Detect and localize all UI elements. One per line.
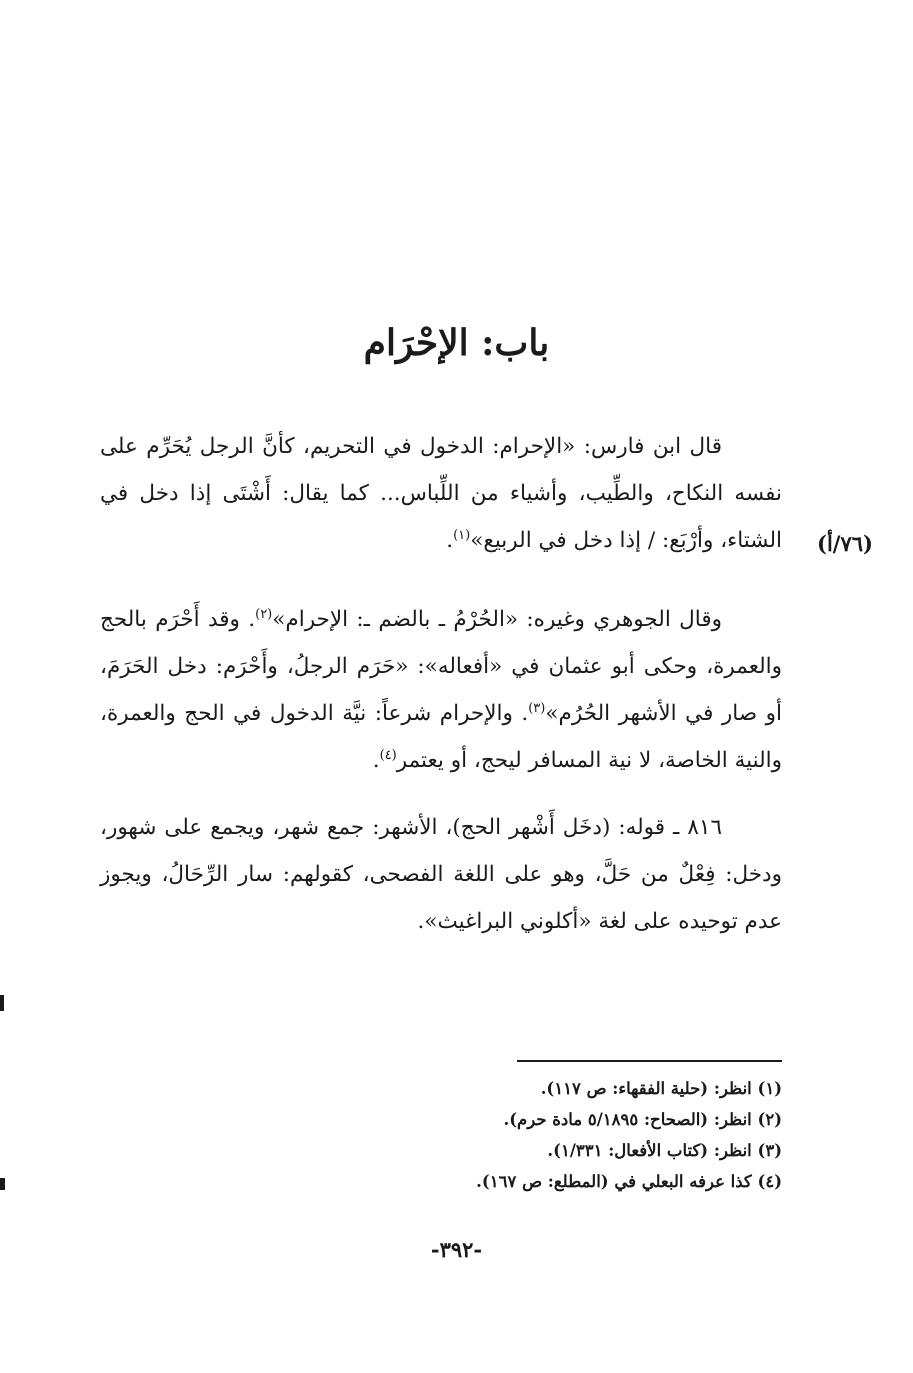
paragraph-816 <box>100 804 782 945</box>
paragraph-text: قال ابن فارس: «الإحرام: الدخول في التحريم، كأنَّ الرجل يُحَرِّم على نفسه النكاح، والطِّيب، وأشياء من اللِّباس... كما يقال: أَشْتَى إذا دخل في الشتاء، وأرْبَع: / إذا دخل في الربيع» <box>100 434 782 553</box>
footnote-mark: (٢) <box>255 606 273 622</box>
footnotes-section <box>300 1073 782 1197</box>
footnote-3: (٣) انظر: (كتاب الأفعال: ١/٣٣١). <box>547 1141 782 1160</box>
paragraph-text: ٨١٦ ـ قوله: (دخَل أَشْهر الحج)، الأشهر: جمع شهر، ويجمع على شهور، ودخل: فِعْلٌ من حَلَّ، وهو على اللغة الفصحى، كقولهم: سار الرِّحَالُ، ويجوز عدم توحيده على لغة «أكلوني البراغيث». <box>100 815 782 934</box>
footnote-mark: (٣) <box>528 700 546 716</box>
page-number: -٣٩٢- <box>430 1237 483 1262</box>
paragraph-jawhari: وقال الجوهري وغيره: «الحُرْمُ ـ بالضم ـ: الإحرام»$^{(٢)}$. وقد أَحْرَم بالحج والعمرة، وحكى أبو عثمان في «أفعاله»: «حَرَم الرجلُ، وأَحْرَم: دخل الحَرَمَ، أو صار في الأشهر الحُرُم»$^{(٣)}$. والإحرام شرعاً: نيَّة الدخول في الحج والعمرة، والنية الخاصة، لا نية المسافر ليحج، أو يعتمر$^{(٤)}$. <box>100 606 782 773</box>
paragraph-text: . والإحرام شرعاً: نيَّة الدخول في الحج والعمرة، والنية الخاصة، لا نية المسافر ليحج، أو يعتمر <box>100 701 782 773</box>
paragraph-text: وقال الجوهري وغيره: «الحُرْمُ ـ بالضم ـ: الإحرام» <box>272 607 722 632</box>
footnote-2: (٢) انظر: (الصحاح: ٥/١٨٩٥ مادة حرم). <box>503 1110 782 1129</box>
footnote-mark: (١) <box>453 527 471 543</box>
chapter-heading: باب: الإحْرَام <box>363 322 550 364</box>
footnote-divider <box>517 1060 782 1062</box>
paragraph-ibn-faris: قال ابن فارس: «الإحرام: الدخول في التحريم، كأنَّ الرجل يُحَرِّم على نفسه النكاح، والطِّيب، وأشياء من اللِّباس... كما يقال: أَشْتَى إذا دخل في الشتاء، وأرْبَع: / إذا دخل في الربيع»$^{(١)}$. <box>100 434 782 553</box>
footnote-mark: (٤) <box>379 747 397 763</box>
paragraph-text: . وقد أَحْرَم بالحج والعمرة، وحكى أبو عثمان في «أفعاله»: «حَرَم الرجلُ، وأَحْرَم: دخل الحَرَمَ، أو صار في الأشهر الحُرُم» <box>100 607 782 726</box>
scan-edge-mark <box>0 995 4 1011</box>
footnote-1: (١) انظر: (حلية الفقهاء: ص ١١٧). <box>540 1079 782 1098</box>
scan-edge-mark <box>0 1178 5 1190</box>
footnote-4: (٤) كذا عرفه البعلي في (المطلع: ص ١٦٧). <box>476 1172 782 1191</box>
margin-folio-note: (٧٦/أ) <box>817 531 873 556</box>
